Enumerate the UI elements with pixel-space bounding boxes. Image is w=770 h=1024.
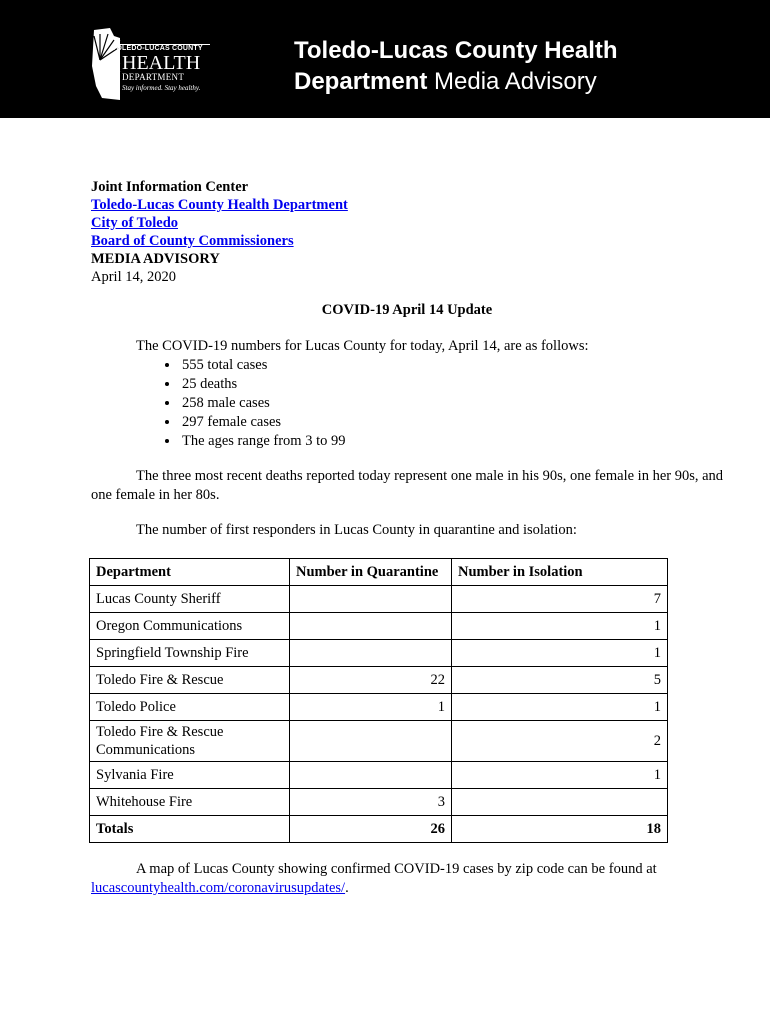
banner-title [294, 35, 618, 97]
responders-table [89, 558, 668, 843]
link-health-department[interactable]: Toledo-Lucas County Health Department [91, 197, 348, 213]
map-paragraph [91, 860, 731, 898]
cell-department: Oregon Communications [90, 613, 290, 640]
cell-department: Springfield Township Fire [90, 640, 290, 667]
cell-isolation: 7 [452, 586, 668, 613]
cell-quarantine [290, 640, 452, 667]
cell-department: Toledo Fire & Rescue [90, 667, 290, 694]
table-row [90, 694, 668, 721]
table-row [90, 762, 668, 789]
cell-totals-isolation: 18 [452, 816, 668, 843]
table-row [90, 586, 668, 613]
list-item: • 258 male cases [180, 394, 731, 413]
list-item: • 25 deaths [180, 375, 731, 394]
table-row [90, 789, 668, 816]
link-city-of-toledo[interactable]: City of Toledo [91, 215, 179, 231]
cell-quarantine: 22 [290, 667, 452, 694]
logo-line-1: TOLEDO-LUCAS COUNTY [112, 45, 203, 52]
cell-department: Lucas County Sheriff [90, 586, 290, 613]
deaths-paragraph: The three most recent deaths reported today represent one male in his 90s, one female in her 90s, and one female in her 80s. [91, 468, 724, 503]
table-row [90, 640, 668, 667]
cell-isolation [452, 789, 668, 816]
cell-department: Toledo Fire & Rescue Communications [90, 721, 290, 762]
banner-title-bold: Department [294, 68, 428, 95]
col-header-quarantine: Number in Quarantine [290, 559, 452, 586]
cell-quarantine: 3 [290, 789, 452, 816]
responders-paragraph: The number of first responders in Lucas County in quarantine and isolation: [136, 522, 577, 538]
cell-department: Whitehouse Fire [90, 789, 290, 816]
header-banner [0, 0, 770, 118]
cell-isolation: 1 [452, 613, 668, 640]
health-department-logo [92, 26, 216, 102]
link-county-commissioners[interactable]: Board of County Commissioners [91, 233, 294, 249]
intro-paragraph: The COVID-19 numbers for Lucas County for today, April 14, are as follows: [136, 338, 589, 354]
cell-quarantine [290, 586, 452, 613]
cell-quarantine [290, 721, 452, 762]
cell-quarantine: 1 [290, 694, 452, 721]
cell-quarantine [290, 762, 452, 789]
map-link-period: . [345, 880, 349, 896]
cell-isolation: 5 [452, 667, 668, 694]
logo-line-2: HEALTH [122, 52, 201, 74]
col-header-department: Department [90, 559, 290, 586]
list-item: • The ages range from 3 to 99 [180, 432, 731, 451]
org-name: Joint Information Center [91, 179, 249, 195]
table-row [90, 667, 668, 694]
cell-totals-quarantine: 26 [290, 816, 452, 843]
table-totals-row [90, 816, 668, 843]
cell-isolation: 1 [452, 694, 668, 721]
cell-totals-label: Totals [90, 816, 290, 843]
cell-department: Toledo Police [90, 694, 290, 721]
map-text: A map of Lucas County showing confirmed COVID-19 cases by zip code can be found at [136, 861, 657, 877]
logo-line-3: DEPARTMENT [122, 72, 185, 82]
stats-list [91, 356, 731, 451]
list-item: • 297 female cases [180, 413, 731, 432]
map-link[interactable]: lucascountyhealth.com/coronavirusupdates/ [91, 880, 346, 896]
table-header-row [90, 559, 668, 586]
cell-isolation: 1 [452, 762, 668, 789]
advisory-date: April 14, 2020 [91, 269, 176, 285]
cell-isolation: 1 [452, 640, 668, 667]
cell-isolation: 2 [452, 721, 668, 762]
cell-department: Sylvania Fire [90, 762, 290, 789]
banner-title-regular: Media Advisory [427, 68, 597, 95]
advisory-type: MEDIA ADVISORY [91, 251, 220, 267]
cell-quarantine [290, 613, 452, 640]
logo-tagline: Stay informed. Stay healthy. [122, 84, 201, 92]
banner-title-line-2 [294, 66, 618, 97]
list-item: • 555 total cases [180, 356, 731, 375]
advisory-body [91, 178, 731, 540]
banner-title-line-1: Toledo-Lucas County Health [294, 37, 618, 64]
table-row [90, 613, 668, 640]
subject-title: COVID-19 April 14 Update [321, 302, 493, 318]
table-row [90, 721, 668, 762]
col-header-isolation: Number in Isolation [452, 559, 668, 586]
